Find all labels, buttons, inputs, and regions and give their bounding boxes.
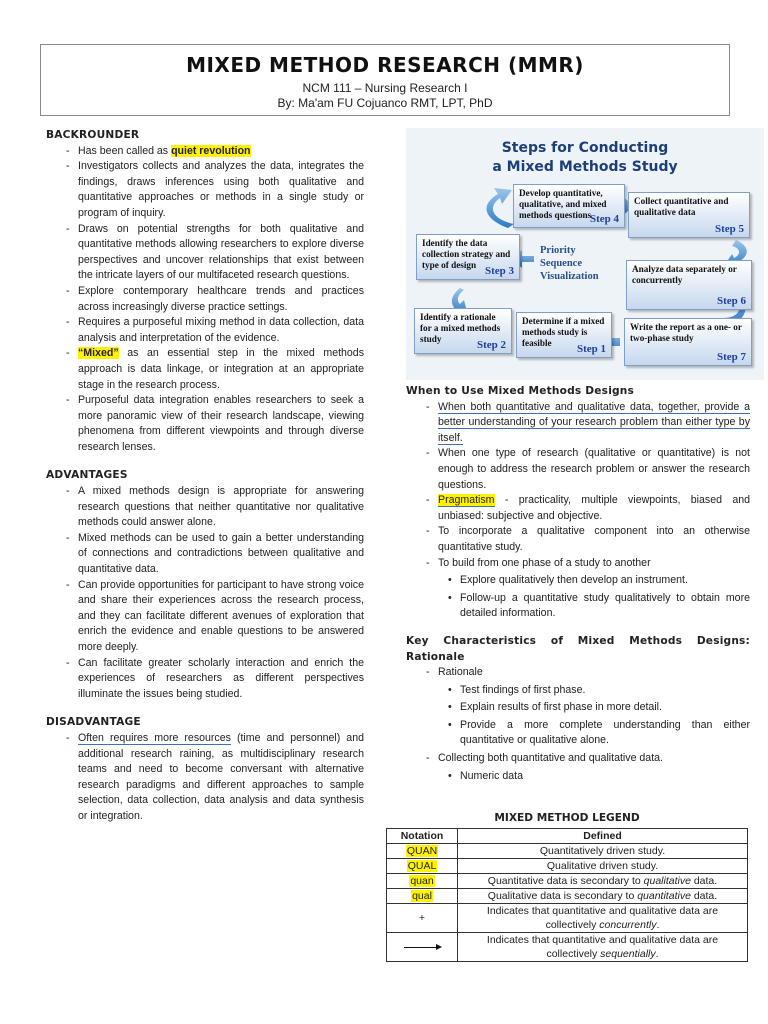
column-header-notation: Notation (387, 829, 458, 844)
table-row (387, 889, 748, 904)
column-header-defined: Defined (458, 829, 748, 844)
table-row (387, 859, 748, 874)
table-row (387, 933, 748, 962)
advantages-heading: ADVANTAGES (46, 469, 128, 482)
factor-priority: Priority (540, 245, 576, 256)
disadvantage-heading: DISADVANTAGE (46, 716, 141, 729)
sub-list-item: • Explain results of first phase in more detail. (406, 700, 750, 716)
highlight-pragmatism: Pragmatism (438, 494, 495, 507)
underlined-text: When both quantitative and qualitative data, together, provide a better understanding of your research problem than either type by itself. (438, 400, 750, 444)
list-item: - Purposeful data integration enables researchers to seek a more panoramic view of their research landscape, viewing phenomena from different viewpoints and through diverse research lenses. (46, 393, 364, 455)
list-item: - Can provide opportunities for participant to have strong voice and share their experiences across the research process, and they can facilitate different avenues of exploration that enrich the evidence and enable questions to be answered more deeply. (46, 578, 364, 656)
sub-list-item: • Test findings of first phase. (406, 683, 750, 699)
defined-text: Quantitative data is secondary to (487, 875, 644, 887)
list-item: - Mixed methods can be used to gain a better understanding of connections and contradictions between qualitative and quantitative data. (46, 531, 364, 578)
arrow-right-icon (404, 947, 440, 948)
step2-label: Step 2 (476, 339, 506, 351)
list-item (406, 556, 750, 572)
steps-infographic (406, 128, 764, 380)
right-column (406, 384, 750, 786)
legend-table (386, 828, 748, 962)
key-list-2 (406, 751, 750, 767)
infographic-title-line2: a Mixed Methods Study (492, 159, 678, 175)
step6-text: Analyze data separately or concurrently (632, 264, 737, 285)
notation-cell (387, 844, 458, 859)
defined-text: Indicates that quantitative and qualitative data are collectively (486, 905, 719, 931)
step1-text: Determine if a mixed methods study is feasible (522, 316, 605, 348)
step7-text: Write the report as a one- or two-phase study (630, 322, 742, 343)
step1-box (516, 312, 612, 358)
when-heading: When to Use Mixed Methods Designs (406, 385, 635, 397)
notation-quan-upper: QUAN (406, 845, 438, 857)
sub-list-item: • Follow-up a quantitative study qualitatively to obtain more detailed information. (406, 591, 750, 622)
defined-emphasis: concurrently (599, 919, 657, 931)
defined-cell (458, 904, 748, 933)
defined-emphasis: qualitative (643, 875, 691, 887)
table-row (387, 904, 748, 933)
infographic-title-line1: Steps for Conducting (501, 140, 669, 156)
course-subtitle: NCM 111 – Nursing Research I (302, 81, 468, 95)
defined-cell (458, 933, 748, 962)
step4-text: Develop quantitative, qualitative, and mixed methods questions (519, 188, 607, 220)
factor-sequence: Sequence (540, 258, 582, 269)
highlight-mixed: “Mixed” (78, 347, 119, 360)
design-factors (540, 244, 599, 283)
when-list (406, 400, 750, 572)
defined-text: Qualitative data is secondary to (487, 890, 638, 902)
backrounder-heading: BACKROUNDER (46, 129, 140, 141)
defined-text: Indicates that quantitative and qualitative data are collectively (486, 934, 719, 960)
step7-box (624, 318, 752, 366)
underlined-text: Often requires more resources (78, 731, 231, 744)
curved-arrow-icon (487, 188, 514, 228)
key-list (406, 665, 750, 681)
defined-text: . (655, 948, 659, 960)
list-item: - Rationale (406, 665, 750, 681)
defined-text: . (656, 919, 660, 931)
notation-quan-lower: quan (410, 875, 434, 887)
notation-qual-lower: qual (412, 890, 432, 902)
header-box (40, 44, 730, 116)
key-sublist-2 (406, 769, 750, 785)
sub-list-item: • Numeric data (406, 769, 750, 785)
step3-box (416, 234, 520, 280)
list-item-text: as an essential step in the mixed methods approach is data linkage, or integration at an appropriate stage in the research process. (78, 347, 364, 391)
list-item-text: To build from one phase of a study to another (438, 556, 651, 569)
step7-label: Step 7 (716, 351, 746, 363)
step6-box (626, 260, 752, 310)
list-item (46, 144, 364, 160)
backrounder-list (46, 144, 364, 456)
defined-emphasis: quantitative (637, 890, 691, 902)
step5-box (628, 192, 750, 238)
step6-label: Step 6 (716, 295, 746, 307)
notation-qual-upper: QUAL (407, 860, 437, 872)
defined-emphasis: sequentially (600, 948, 656, 960)
key-heading: Key Characteristics of Mixed Methods Designs: Rationale (406, 634, 750, 663)
table-header-row (387, 829, 748, 844)
step3-label: Step 3 (484, 265, 514, 277)
list-item: - Explore contemporary healthcare trends and practices across increasingly diverse practice settings. (46, 284, 364, 315)
highlight-quiet-revolution: quiet revolution (171, 144, 251, 157)
defined-cell (458, 889, 748, 904)
defined-cell: Qualitative driven study. (458, 859, 748, 874)
page-title: MIXED METHOD RESEARCH (MMR) (186, 53, 584, 77)
step2-text: Identify a rationale for a mixed methods study (420, 312, 501, 344)
list-item: - Draws on potential strengths for both qualitative and quantitative methods allowing researchers to explore diverse perspectives and uncover relationships that exist between the intricate layers of our multifaceted research questions. (46, 222, 364, 284)
step1-label: Step 1 (576, 343, 606, 355)
sub-list-item: • Explore qualitatively then develop an instrument. (406, 573, 750, 589)
step5-label: Step 5 (714, 223, 744, 235)
list-item: - Can facilitate greater scholarly interaction and enrich the experiences of researchers as different perspectives illuminate the issues being studied. (46, 656, 364, 703)
list-item (406, 400, 750, 447)
list-item: - Requires a purposeful mixing method in data collection, data analysis and interpretation of the evidence. (46, 315, 364, 346)
notation-cell (387, 933, 458, 962)
list-item: - When one type of research (qualitative or quantitative) is not enough to address the research problem or answer the research questions. (406, 446, 750, 493)
table-row (387, 874, 748, 889)
defined-cell: Quantitatively driven study. (458, 844, 748, 859)
list-item (46, 731, 364, 825)
list-item: - Collecting both quantitative and qualitative data. (406, 751, 750, 767)
author-byline: By: Ma'am FU Cojuanco RMT, LPT, PhD (277, 96, 493, 110)
advantages-list (46, 484, 364, 702)
list-item (46, 346, 364, 393)
step4-box (513, 184, 625, 228)
list-item (406, 493, 750, 524)
list-item: - To incorporate a qualitative component into an otherwise quantitative study. (406, 524, 750, 555)
disadvantage-list (46, 731, 364, 825)
list-item: - A mixed methods design is appropriate for answering research questions that neither quantitative nor qualitative methods could answer alone. (46, 484, 364, 531)
step3-text: Identify the data collection strategy and type of design (422, 238, 511, 270)
list-item-text: Has been called as (78, 144, 172, 157)
notation-plus: + (387, 904, 458, 933)
list-item-text: - practicality, multiple viewpoints, biased and unbiased: subjective and objective. (438, 494, 750, 522)
defined-cell (458, 874, 748, 889)
notation-cell (387, 859, 458, 874)
when-sublist (406, 573, 750, 622)
list-item: - Investigators collects and analyzes the data, integrates the findings, draws inferences using both qualitative and quantitative approaches or methods in a single study or program of inquiry. (46, 159, 364, 221)
table-row (387, 844, 748, 859)
step2-box (414, 308, 512, 354)
sub-list-item: • Provide a more complete understanding than either quantitative or qualitative alone. (406, 718, 750, 749)
defined-text: data. (690, 875, 718, 887)
key-sublist (406, 683, 750, 749)
factor-visualization: Visualization (540, 271, 599, 282)
step5-text: Collect quantitative and qualitative data (634, 196, 729, 217)
notation-cell (387, 889, 458, 904)
step4-label: Step 4 (589, 213, 619, 225)
legend-title: MIXED METHOD LEGEND (494, 812, 640, 824)
left-column (46, 128, 364, 825)
notation-cell (387, 874, 458, 889)
defined-text: data. (690, 890, 718, 902)
list-item-text: (time and personnel) and additional research raining, as multidisciplinary research teams and need to become conversant with alternative research paradigms and different approaches to sample selection, data collection, data analysis and data synthesis or integration. (78, 731, 364, 822)
